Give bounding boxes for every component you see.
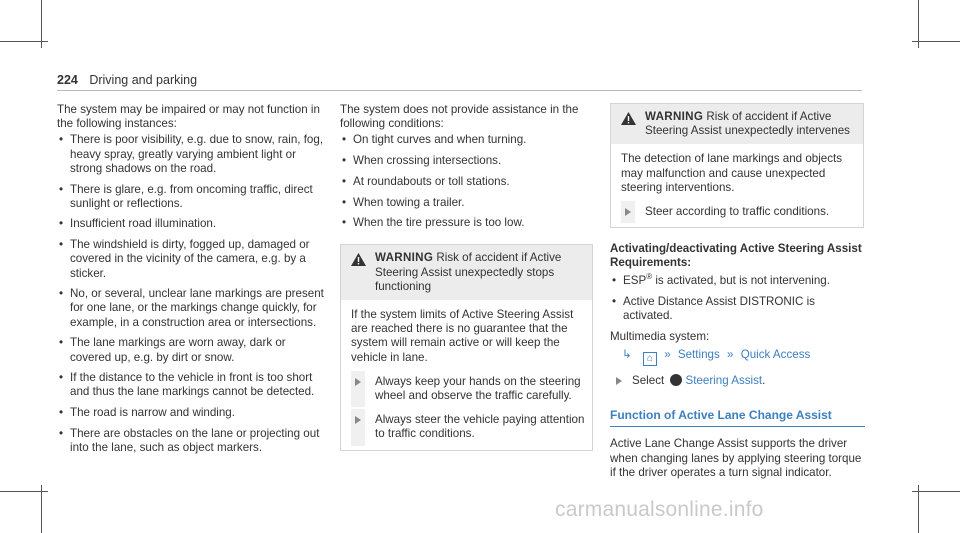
list-item: • If the distance to the vehicle in front is too short and thus the lane markings cannot be detected. (57, 371, 327, 399)
col1-list (57, 133, 327, 455)
menu-path (610, 348, 864, 366)
warning-header (611, 104, 863, 144)
crop-mark (918, 485, 919, 533)
page-header (57, 73, 197, 87)
step-arrow-icon (616, 377, 622, 385)
warning-title: WARNING (645, 110, 704, 123)
multimedia-label: Multimedia system: (610, 329, 710, 343)
requirements-list (610, 274, 864, 323)
list-item: • There is glare, e.g. from oncoming traffic, direct sunlight or reflections. (57, 183, 327, 211)
list-item: • The windshield is dirty, fogged up, damaged or covered in the vicinity of the camera, e.g. by a sticker. (57, 238, 327, 281)
warning-step: Always keep your hands on the steering wheel and observe the traffic carefully. (341, 375, 592, 403)
warning-step: Steer according to traffic conditions. (611, 205, 863, 219)
column-1 (57, 103, 327, 462)
warning-step: Always steer the vehicle paying attention to traffic conditions. (341, 413, 592, 441)
warning-heading: Risk of accident if Active Steering Assist unexpectedly intervenes (645, 110, 850, 138)
section-heading: Activating/deactivating Active Steering Assist (610, 242, 862, 256)
step-arrow-icon (355, 378, 361, 386)
list-item: • When the tire pressure is too low. (340, 216, 593, 230)
warning-heading: Risk of accident if Active Steering Assist unexpectedly stops functioning (375, 251, 562, 293)
list-item: • There is poor visibility, e.g. due to snow, rain, fog, heavy spray, greatly varying ambient light or strong shadows on the road. (57, 133, 327, 176)
select-step: Select Steering Assist. (610, 374, 864, 388)
column-2 (340, 103, 593, 451)
list-item: • When crossing intersections. (340, 154, 593, 168)
col1-intro: The system may be impaired or may not function in the following instances: (57, 103, 320, 131)
page-number: 224 (57, 73, 78, 87)
crop-mark (0, 41, 48, 42)
list-item: • There are obstacles on the lane or projecting out into the lane, such as object markers. (57, 427, 327, 455)
list-item: • When towing a trailer. (340, 196, 593, 210)
list-item: • On tight curves and when turning. (340, 133, 593, 147)
path-settings: Settings (677, 348, 720, 362)
path-quick-access: Quick Access (740, 348, 811, 362)
col2-intro: The system does not provide assistance in the following conditions: (340, 103, 579, 131)
warning-header (341, 245, 592, 300)
section-body: Active Lane Change Assist supports the driver when changing lanes by applying steering torque if the driver operates a turn signal indicator. (610, 437, 862, 479)
section-name: Driving and parking (89, 73, 198, 87)
list-item: • Insufficient road illumination. (57, 217, 327, 231)
list-item: • No, or several, unclear lane markings are present for one lane, or the markings change quickly, for example, in a construction area or intersections. (57, 287, 327, 330)
step-arrow-icon (355, 416, 361, 424)
crop-mark (0, 491, 48, 492)
crop-mark (41, 485, 42, 533)
warning-body: If the system limits of Active Steering Assist are reached there is no guarantee that the system will remain active or will keep the vehicle in lane. (351, 308, 574, 364)
section-title: Function of Active Lane Change Assist (610, 408, 865, 427)
warning-box (610, 103, 864, 228)
list-item: • The road is narrow and winding. (57, 406, 327, 420)
warning-triangle-icon (621, 112, 636, 125)
list-item: • The lane markings are worn away, dark or covered up, e.g. by dirt or snow. (57, 336, 327, 364)
list-item: • At roundabouts or toll stations. (340, 175, 593, 189)
step-arrow-icon (625, 208, 631, 216)
path-arrow-icon: ↳ (622, 348, 632, 362)
header-divider (57, 90, 862, 91)
warning-box (340, 244, 593, 450)
crop-mark (912, 491, 960, 492)
column-3 (610, 103, 864, 480)
warning-triangle-icon (351, 253, 366, 266)
crop-mark (912, 41, 960, 42)
requirements-label: Requirements: (610, 256, 692, 270)
steering-wheel-icon (670, 374, 682, 386)
col2-list (340, 133, 593, 230)
select-target: Steering Assist (685, 374, 763, 388)
chevron-icon: » (664, 348, 671, 362)
chevron-icon: » (727, 348, 734, 362)
watermark: carmanualsonline.info (555, 498, 764, 521)
warning-title: WARNING (375, 251, 434, 265)
warning-body: The detection of lane markings and objects may malfunction and cause unexpected steering interventions. (621, 152, 843, 194)
list-item: • Active Distance Assist DISTRONIC is activated. (610, 295, 864, 323)
list-item: • ESP® is activated, but is not intervening. (610, 274, 864, 288)
home-icon: ⌂ (643, 352, 657, 366)
